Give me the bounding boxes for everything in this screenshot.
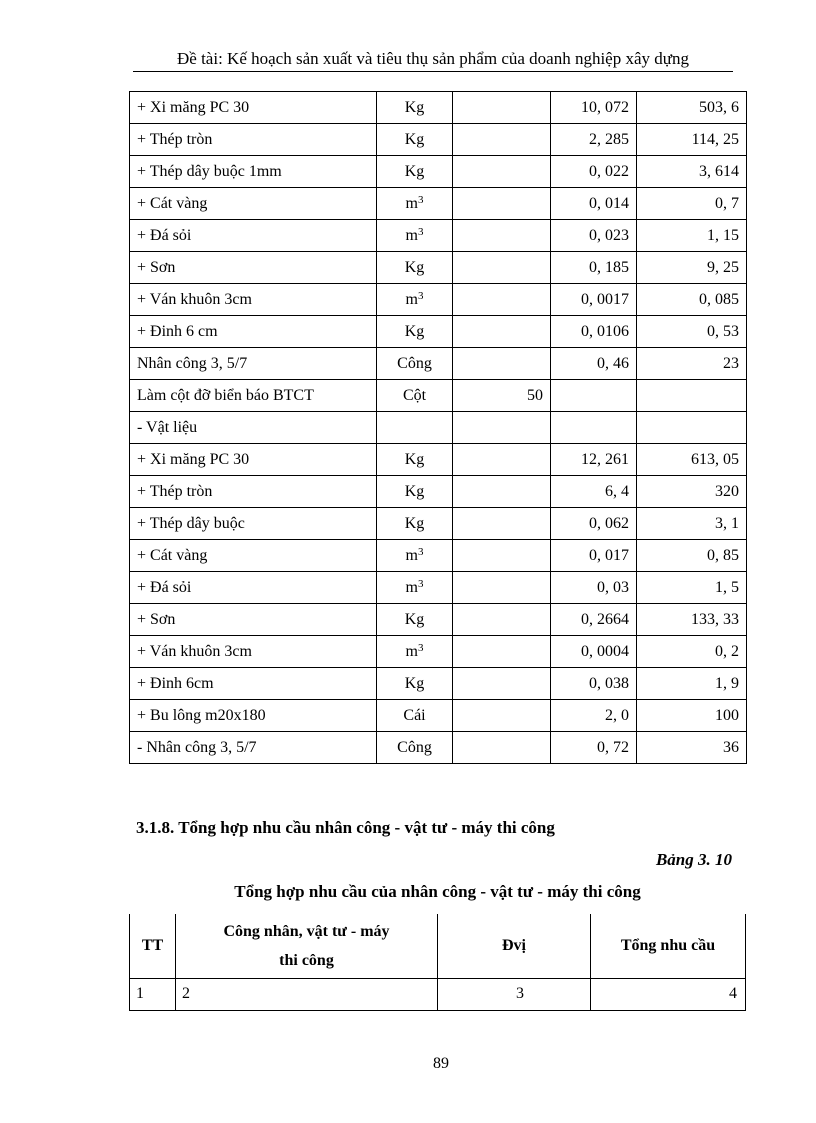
summary-header-row: [130, 914, 746, 978]
summary-table: [129, 914, 746, 1011]
table-row: [130, 284, 747, 316]
table-row: [130, 636, 747, 668]
item-name-cell: - Vật liệu: [130, 412, 377, 444]
total-cell: 0, 53: [637, 316, 747, 348]
unit-cell: $m^3$: [377, 284, 453, 316]
item-name-cell: + Thép dây buộc 1mm: [130, 156, 377, 188]
item-name-cell: + Thép tròn: [130, 476, 377, 508]
norm-cell: 0, 022: [551, 156, 637, 188]
norm-cell: 10, 072: [551, 92, 637, 124]
total-cell: 613, 05: [637, 444, 747, 476]
table-row: [130, 476, 747, 508]
norm-cell: 0, 185: [551, 252, 637, 284]
total-cell: [637, 412, 747, 444]
summary-index-row: [130, 978, 746, 1010]
norm-cell: 0, 014: [551, 188, 637, 220]
norm-cell: 0, 023: [551, 220, 637, 252]
unit-cell: $m^3$: [377, 540, 453, 572]
item-name-cell: + Cát vàng: [130, 188, 377, 220]
item-name-cell: + Bu lông m20x180: [130, 700, 377, 732]
quantity-cell: [453, 732, 551, 764]
table-row: [130, 668, 747, 700]
norm-cell: 0, 062: [551, 508, 637, 540]
table-row: [130, 124, 747, 156]
quantity-cell: [453, 124, 551, 156]
page-number: 89: [433, 1055, 449, 1072]
unit-cell: Công: [377, 348, 453, 380]
table-row: [130, 412, 747, 444]
table-row: [130, 156, 747, 188]
unit-cell: Kg: [377, 604, 453, 636]
quantity-cell: [453, 540, 551, 572]
norm-cell: 0, 46: [551, 348, 637, 380]
quantity-cell: [453, 572, 551, 604]
header-item-line2: thi công: [279, 951, 334, 969]
unit-cell: Kg: [377, 668, 453, 700]
item-name-cell: + Thép dây buộc: [130, 508, 377, 540]
table-row: [130, 188, 747, 220]
norm-cell: [551, 412, 637, 444]
total-cell: 0, 085: [637, 284, 747, 316]
total-cell: 23: [637, 348, 747, 380]
item-name-cell: + Đinh 6 cm: [130, 316, 377, 348]
norm-cell: 0, 72: [551, 732, 637, 764]
index-cell-1: 1: [130, 978, 176, 1010]
total-cell: 3, 614: [637, 156, 747, 188]
total-cell: 3, 1: [637, 508, 747, 540]
total-cell: 0, 7: [637, 188, 747, 220]
unit-cell: Công: [377, 732, 453, 764]
quantity-cell: [453, 700, 551, 732]
unit-cell: $m^3$: [377, 572, 453, 604]
quantity-cell: 50: [453, 380, 551, 412]
table-row: [130, 508, 747, 540]
table-row: [130, 700, 747, 732]
table-row: [130, 732, 747, 764]
unit-cell: Kg: [377, 92, 453, 124]
item-name-cell: + Đinh 6cm: [130, 668, 377, 700]
page-header: [133, 49, 733, 72]
unit-cell: $m^3$: [377, 636, 453, 668]
quantity-cell: [453, 284, 551, 316]
norm-cell: 6, 4: [551, 476, 637, 508]
total-cell: 1, 5: [637, 572, 747, 604]
norm-cell: 0, 038: [551, 668, 637, 700]
quantity-cell: [453, 636, 551, 668]
norm-cell: 2, 285: [551, 124, 637, 156]
item-name-cell: + Đá sỏi: [130, 220, 377, 252]
unit-cell: Kg: [377, 156, 453, 188]
index-cell-3: 3: [438, 978, 591, 1010]
total-cell: 133, 33: [637, 604, 747, 636]
total-cell: [637, 380, 747, 412]
table-row: [130, 220, 747, 252]
quantity-cell: [453, 252, 551, 284]
item-name-cell: + Xi măng PC 30: [130, 444, 377, 476]
total-cell: 0, 85: [637, 540, 747, 572]
table-row: [130, 348, 747, 380]
header-tt: TT: [130, 914, 176, 978]
item-name-cell: + Ván khuôn 3cm: [130, 636, 377, 668]
item-name-cell: + Ván khuôn 3cm: [130, 284, 377, 316]
unit-cell: Kg: [377, 252, 453, 284]
unit-cell: Cái: [377, 700, 453, 732]
norm-cell: 0, 0017: [551, 284, 637, 316]
total-cell: 100: [637, 700, 747, 732]
header-item: [176, 914, 438, 978]
total-cell: 9, 25: [637, 252, 747, 284]
quantity-cell: [453, 220, 551, 252]
section-title: 3.1.8. Tổng hợp nhu cầu nhân công - vật tư - máy thi công: [136, 818, 555, 837]
unit-cell: Cột: [377, 380, 453, 412]
table-row: [130, 540, 747, 572]
item-name-cell: Làm cột đỡ biển báo BTCT: [130, 380, 377, 412]
item-name-cell: + Sơn: [130, 604, 377, 636]
quantity-cell: [453, 508, 551, 540]
unit-cell: [377, 412, 453, 444]
norm-cell: 0, 017: [551, 540, 637, 572]
total-cell: 1, 9: [637, 668, 747, 700]
total-cell: 503, 6: [637, 92, 747, 124]
norm-cell: 2, 0: [551, 700, 637, 732]
materials-table: [129, 91, 747, 764]
item-name-cell: - Nhân công 3, 5/7: [130, 732, 377, 764]
item-name-cell: + Sơn: [130, 252, 377, 284]
norm-cell: 0, 2664: [551, 604, 637, 636]
header-total: Tổng nhu cầu: [591, 914, 746, 978]
unit-cell: $m^3$: [377, 188, 453, 220]
table-row: [130, 316, 747, 348]
unit-cell: Kg: [377, 316, 453, 348]
quantity-cell: [453, 668, 551, 700]
table-number: Bảng 3. 10: [655, 850, 732, 869]
header-item-line1: Công nhân, vật tư - máy: [223, 922, 390, 940]
header-unit: Đvị: [438, 914, 591, 978]
table-row: [130, 92, 747, 124]
table-row: [130, 572, 747, 604]
total-cell: 0, 2: [637, 636, 747, 668]
quantity-cell: [453, 348, 551, 380]
quantity-cell: [453, 316, 551, 348]
item-name-cell: + Thép tròn: [130, 124, 377, 156]
quantity-cell: [453, 92, 551, 124]
quantity-cell: [453, 412, 551, 444]
unit-cell: Kg: [377, 508, 453, 540]
table-row: [130, 380, 747, 412]
norm-cell: 0, 03: [551, 572, 637, 604]
norm-cell: [551, 380, 637, 412]
index-cell-4: 4: [591, 978, 746, 1010]
unit-cell: $m^3$: [377, 220, 453, 252]
total-cell: 114, 25: [637, 124, 747, 156]
table-row: [130, 604, 747, 636]
table-row: [130, 444, 747, 476]
unit-cell: Kg: [377, 476, 453, 508]
index-cell-2: 2: [176, 978, 438, 1010]
quantity-cell: [453, 476, 551, 508]
quantity-cell: [453, 188, 551, 220]
norm-cell: 0, 0004: [551, 636, 637, 668]
total-cell: 1, 15: [637, 220, 747, 252]
norm-cell: 0, 0106: [551, 316, 637, 348]
total-cell: 320: [637, 476, 747, 508]
item-name-cell: + Đá sỏi: [130, 572, 377, 604]
unit-cell: Kg: [377, 444, 453, 476]
item-name-cell: + Cát vàng: [130, 540, 377, 572]
table-row: [130, 252, 747, 284]
quantity-cell: [453, 156, 551, 188]
quantity-cell: [453, 444, 551, 476]
quantity-cell: [453, 604, 551, 636]
item-name-cell: Nhân công 3, 5/7: [130, 348, 377, 380]
norm-cell: 12, 261: [551, 444, 637, 476]
item-name-cell: + Xi măng PC 30: [130, 92, 377, 124]
total-cell: 36: [637, 732, 747, 764]
unit-cell: Kg: [377, 124, 453, 156]
table-title: Tổng hợp nhu cầu của nhân công - vật tư - máy thi công: [234, 882, 641, 901]
materials-table-body: [130, 92, 747, 764]
header-title: Đề tài: Kế hoạch sản xuất và tiêu thụ sản phẩm của doanh nghiệp xây dựng: [177, 49, 689, 68]
